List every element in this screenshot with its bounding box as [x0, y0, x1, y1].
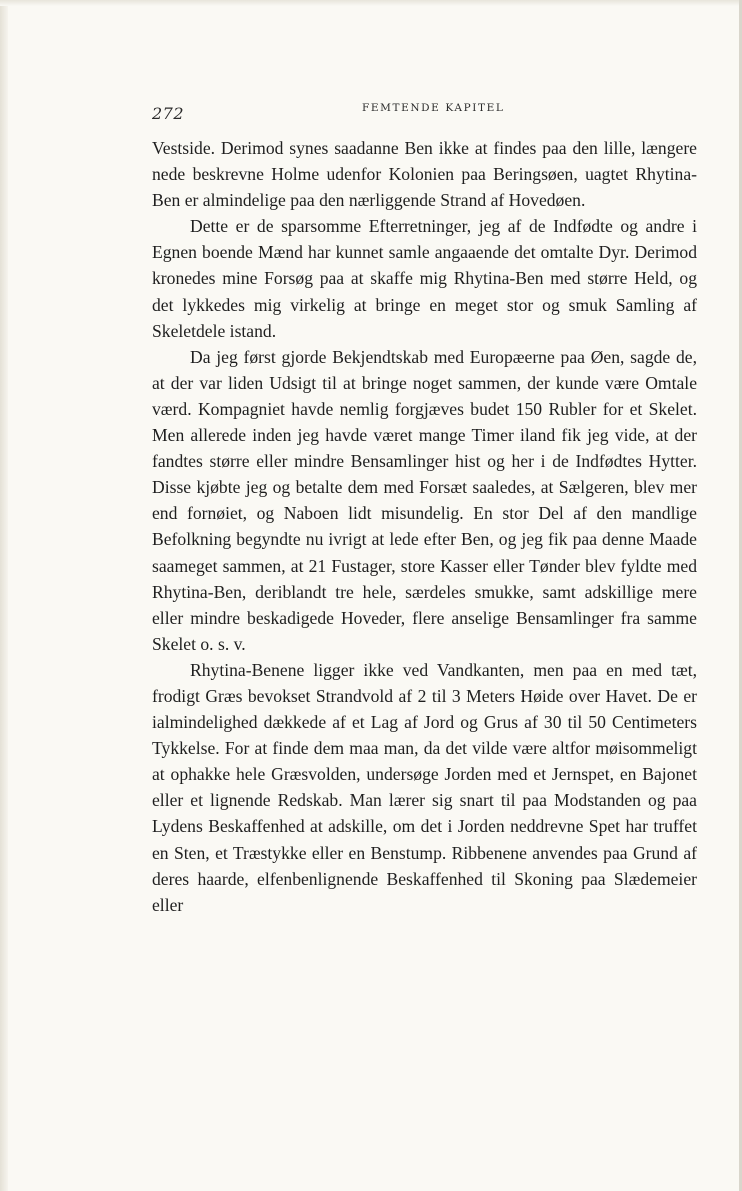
paragraph-4: Rhytina-Benene ligger ikke ved Vandkanten, men paa en med tæt, frodigt Græs bevokset Strandvold af 2 til 3 Meters Høide over Havet. De er ialmindelighed dækkede af et Lag af Jord og Grus af 30 til 50 Centimeters Tykkelse. For at finde dem maa man, da det vilde være altfor møisommeligt at ophakke hele Græsvolden, undersøge Jorden med et Jernspet, en Bajonet eller et lignende Redskab. Man lærer sig snart til paa Modstanden og paa Lydens Beskaffenhed at adskille, om det i Jorden neddrevne Spet har truffet en Sten, et Træstykke eller en Benstump. Ribbenene anvendes paa Grund af deres haarde, elfenbenlignende Beskaffenhed til Skoning paa Slædemeier eller [152, 659, 697, 915]
paragraph-2: Dette er de sparsomme Efterretninger, jeg af de Indfødte og andre i Egnen boende Mænd har kunnet samle angaaende det omtalte Dyr. Derimod kronedes mine Forsøg paa at skaffe mig Rhytina-Ben med større Held, og det lykkedes mig virkelig at bringe en meget stor og smuk Samling af Skeletdele istand. [152, 216, 697, 341]
page-left-edge [0, 0, 8, 1191]
page-header [152, 98, 697, 128]
body-text [152, 135, 697, 918]
running-head: FEMTENDE KAPITEL [362, 102, 505, 114]
page-number: 272 [152, 104, 185, 123]
paragraph-3: Da jeg først gjorde Bekjendtskab med Europæerne paa Øen, sagde de, at der var liden Udsigt til at bringe noget sammen, der kunde være Omtale værd. Kompagniet havde nemlig forgjæves budet 150 Rubler for et Skelet. Men allerede inden jeg havde været mange Timer iland fik jeg vide, at der fandtes større eller mindre Bensamlinger hist og her i de Indfødtes Hytter. Disse kjøbte jeg og betalte dem med Forsæt saaledes, at Sælgeren, blev mer end fornøiet, og Naboen lidt misundelig. En stor Del af den mandlige Befolkning begyndte nu ivrigt at lede efter Ben, og jeg fik paa denne Maade saameget sammen, at 21 Fustager, store Kasser eller Tønder blev fyldte med Rhytina-Ben, deriblandt tre hele, særdeles smukke, samt adskillige mere eller mindre beskadigede Hoveder, flere anselige Bensamlinger fra samme Skelet o. s. v. [152, 346, 697, 654]
paragraph-1: Vestside. Derimod synes saadanne Ben ikke at findes paa den lille, længere nede beskrevne Holme udenfor Kolonien paa Beringsøen, uagtet Rhytina-Ben er almindelige paa den nærliggende Strand af Hovedøen. [152, 138, 697, 211]
page-top-edge [0, 0, 742, 6]
